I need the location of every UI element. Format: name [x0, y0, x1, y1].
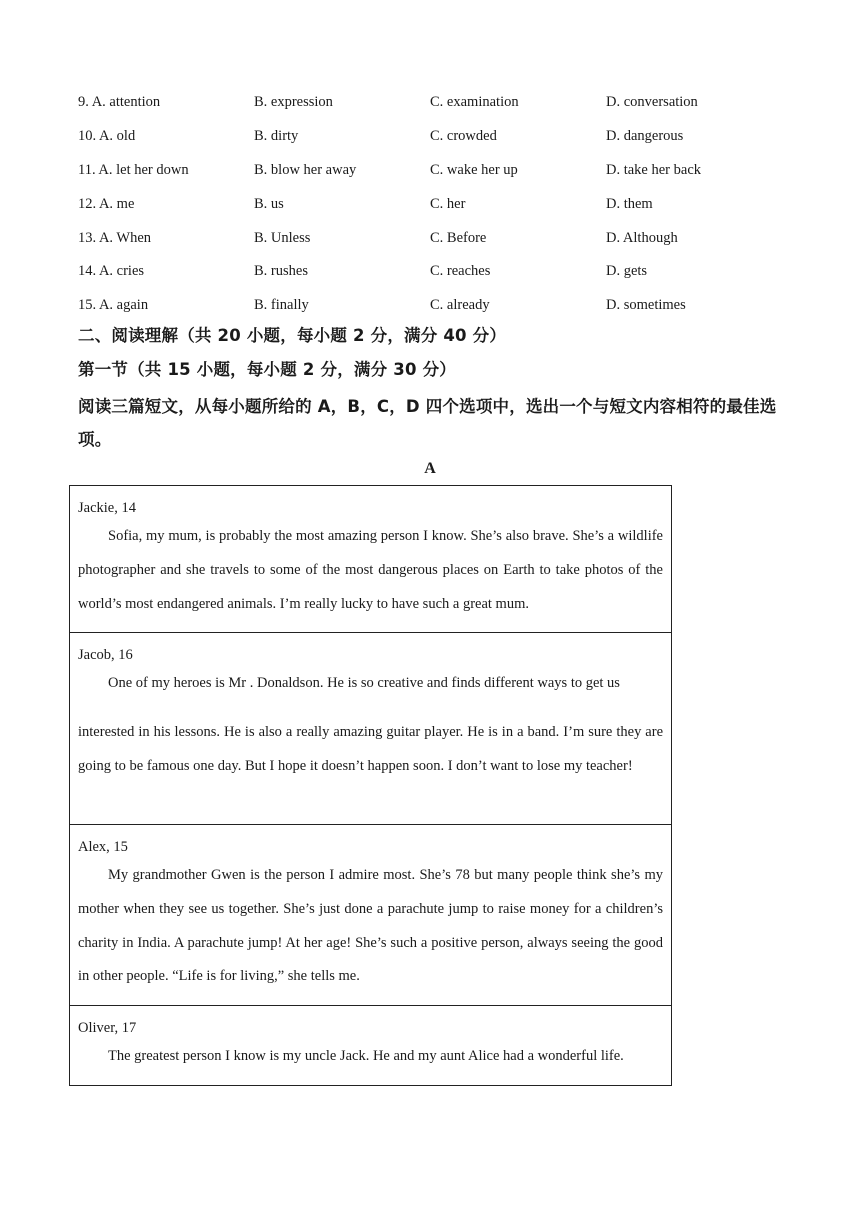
option-row	[78, 255, 798, 289]
option-d: D. them	[606, 195, 653, 212]
entry-text: interested in his lessons. He is also a really amazing guitar player. He is in a band. I’m sure they are going to be famous one day. But I hope it doesn’t happen soon. I don’t want to lose my teacher!	[78, 724, 663, 774]
section-title: 二、阅读理解（共 20 小题，每小题 2 分，满分 40 分）	[78, 326, 507, 345]
option-row	[78, 289, 798, 323]
entry-text: My grandmother Gwen is the person I admire most. She’s 78 but many people think she’s my mother when they see us together. She’s just done a parachute jump to raise money for a children’s charity in India. A parachute jump! At her age! She’s such a positive person, always seeing the good in other people. “Life is for living,” she tells me.	[78, 867, 663, 985]
entry-text: The greatest person I know is my uncle Jack. He and my aunt Alice had a wonderful life.	[108, 1048, 624, 1064]
entry-jacob	[70, 633, 671, 825]
option-b: B. blow her away	[254, 161, 357, 178]
option-c: C. wake her up	[430, 161, 518, 178]
option-a: 10. A. old	[78, 128, 136, 145]
entry-name: Jackie, 14	[78, 500, 136, 516]
option-c: C. reaches	[430, 263, 491, 280]
option-c: C. Before	[430, 229, 487, 246]
option-d: D. Although	[606, 229, 678, 246]
option-c: C. crowded	[430, 128, 497, 145]
entry-text-first-line: One of my heroes is Mr . Donaldson. He is so creative and finds different ways to get us	[108, 675, 620, 691]
passage-label: A	[424, 460, 436, 477]
option-a: 11. A. let her down	[78, 161, 189, 178]
option-b: B. finally	[254, 297, 309, 314]
entry-jackie	[70, 486, 671, 633]
option-a: 14. A. cries	[78, 263, 145, 280]
option-b: B. dirty	[254, 128, 299, 145]
option-row	[78, 154, 798, 188]
option-b: B. rushes	[254, 263, 308, 280]
entry-alex	[70, 825, 671, 1006]
option-d: D. take her back	[606, 161, 702, 178]
entry-name: Alex, 15	[78, 839, 128, 855]
option-b: B. Unless	[254, 229, 311, 246]
option-row	[78, 221, 798, 255]
option-c: C. already	[430, 297, 490, 314]
option-list	[78, 86, 798, 323]
entry-name: Jacob, 16	[78, 647, 133, 663]
option-c: C. examination	[430, 94, 519, 111]
option-a: 9. A. attention	[78, 94, 161, 111]
entry-oliver	[70, 1006, 671, 1086]
option-row	[78, 86, 798, 120]
option-a: 12. A. me	[78, 195, 135, 212]
subsection-title: 第一节（共 15 小题，每小题 2 分，满分 30 分）	[78, 360, 456, 379]
option-row	[78, 187, 798, 221]
entry-name: Oliver, 17	[78, 1020, 137, 1036]
option-b: B. expression	[254, 94, 333, 111]
option-d: D. conversation	[606, 94, 698, 111]
option-row	[78, 120, 798, 154]
option-a: 15. A. again	[78, 297, 149, 314]
option-d: D. sometimes	[606, 297, 686, 314]
option-c: C. her	[430, 195, 466, 212]
entry-text: Sofia, my mum, is probably the most amazing person I know. She’s also brave. She’s a wildlife photographer and she travels to some of the most dangerous places on Earth to take photos of the world’s most endangered animals. I’m really lucky to have such a great mum.	[78, 528, 663, 612]
option-b: B. us	[254, 195, 284, 212]
option-d: D. dangerous	[606, 128, 684, 145]
option-d: D. gets	[606, 263, 648, 280]
option-a: 13. A. When	[78, 229, 152, 246]
instructions: 阅读三篇短文，从每小题所给的 A，B，C，D 四个选项中，选出一个与短文内容相符的最佳选项。	[78, 397, 777, 449]
passage-table	[69, 485, 672, 1086]
